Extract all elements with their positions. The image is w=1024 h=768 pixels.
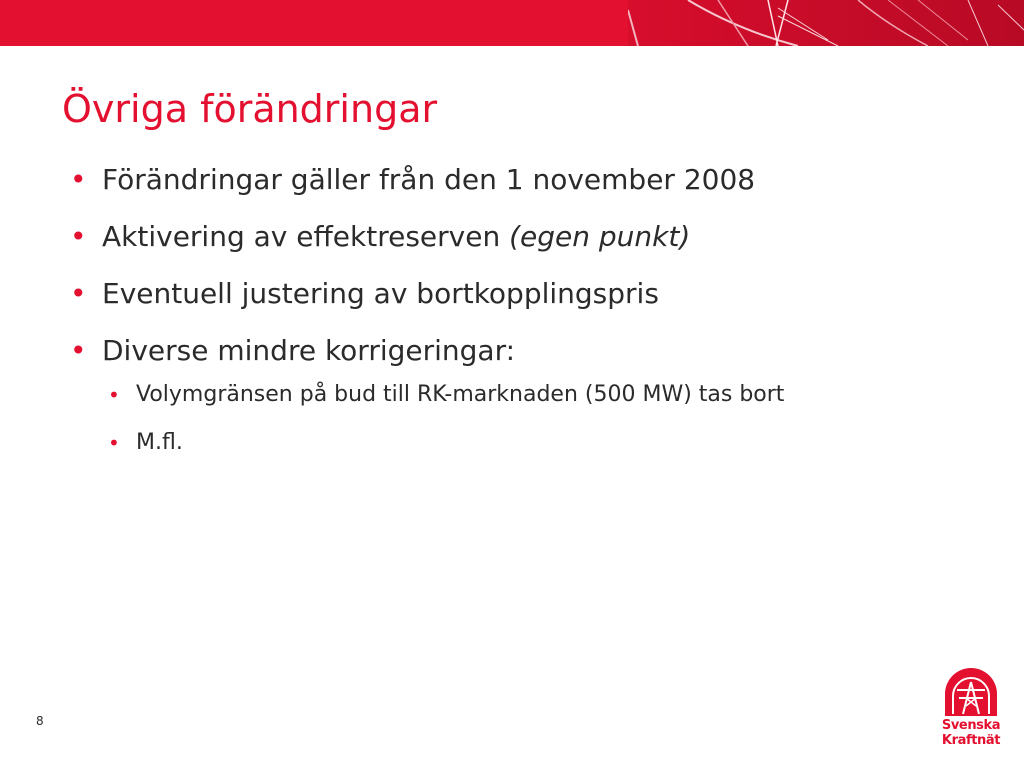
bullet-dot-icon: • (70, 163, 87, 196)
bullet-text: Aktivering av effektreserven (102, 220, 510, 253)
bullet-list (70, 160, 970, 478)
sub-bullet-text: M.fl. (136, 430, 183, 455)
bullet-dot-icon: • (108, 431, 120, 455)
bullet-dot-icon: • (108, 383, 120, 407)
power-lines-graphic (628, 0, 1024, 46)
bullet-dot-icon: • (70, 277, 87, 310)
logo-line-1: Svenska (941, 718, 1001, 733)
sub-bullet-text: Volymgränsen på bud till RK-marknaden (500 MW) tas bort (136, 382, 785, 407)
bullet-item (70, 217, 970, 257)
bullet-dot-icon: • (70, 220, 87, 253)
sub-bullet-item (102, 377, 916, 413)
bullet-item (70, 274, 970, 314)
logo-wordmark (938, 718, 1004, 748)
bullet-item (70, 160, 970, 200)
logo-line-2: Kraftnät (941, 733, 1001, 748)
slide-title: Övriga förändringar (62, 87, 438, 131)
bullet-item (70, 331, 970, 461)
bullet-text: Diverse mindre korrigeringar: (102, 334, 516, 367)
page-number: 8 (36, 714, 44, 728)
bullet-dot-icon: • (70, 334, 87, 367)
power-line-tower-icon (941, 668, 1001, 718)
bullet-text: Eventuell justering av bortkopplingspris (102, 277, 659, 310)
svenska-kraftnat-logo (938, 668, 1004, 752)
top-banner (0, 0, 1024, 46)
bullet-text: Förändringar gäller från den 1 november 2008 (102, 163, 756, 196)
power-lines-photo (628, 0, 1024, 46)
sub-bullet-item (102, 425, 916, 461)
bullet-text-italic: (egen punkt) (509, 220, 691, 253)
sub-bullet-list (102, 377, 970, 461)
